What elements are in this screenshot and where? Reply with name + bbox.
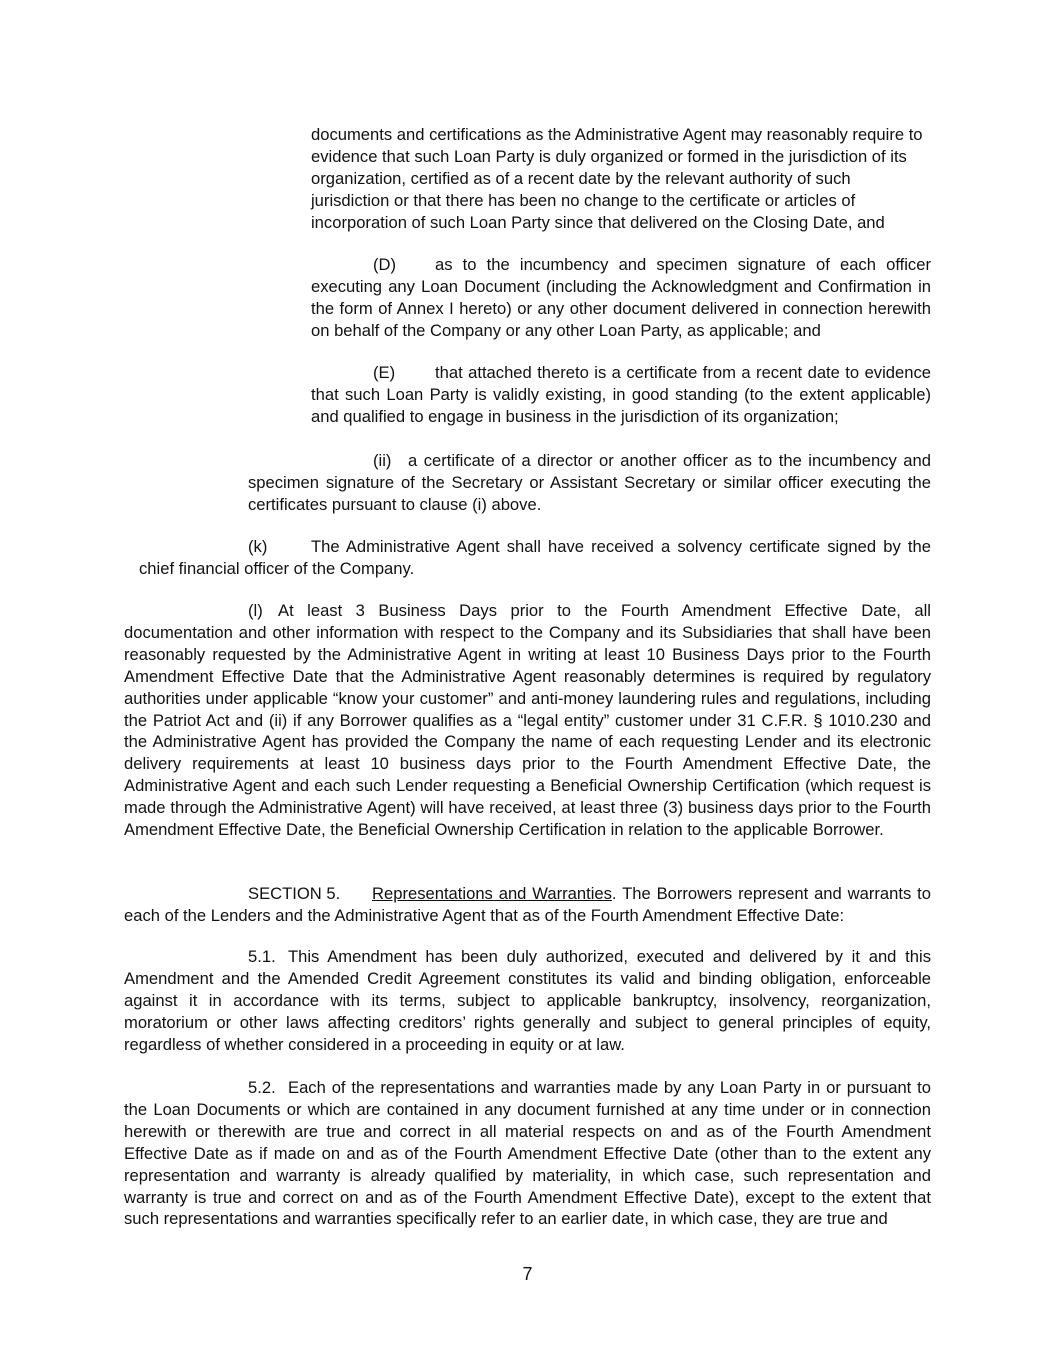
section-5-2-paragraph — [124, 1077, 931, 1230]
clause-k-label: (k) — [248, 537, 268, 556]
clause-k-text: The Administrative Agent shall have received a solvency certificate signed by the chief financial officer of the Company. — [139, 537, 931, 578]
clause-ii-text: a certificate of a director or another officer as to the incumbency and specimen signature of the Secretary or Assistant Secretary or similar officer executing the certificates pursuant to clause (i) above. — [248, 451, 931, 514]
clause-d-text: as to the incumbency and specimen signature of each officer executing any Loan Document (including the Acknowledgment and Confirmation in the form of Annex I hereto) or any other document delivered in connection herewith on behalf of the Company or any other Loan Party, as applicable; and — [311, 255, 931, 340]
clause-ii-label: (ii) — [373, 451, 392, 470]
clause-e-text: that attached thereto is a certificate from a recent date to evidence that such Loan Party is validly existing, in good standing (to the extent applicable) and qualified to engage in business in the jurisdiction of its organization; — [311, 363, 931, 426]
section-5-paragraph — [124, 883, 931, 927]
section-5-text: . The Borrowers represent and warrants to each of the Lenders and the Administrative Agent that as of the Fourth Amendment Effective Date: — [124, 884, 931, 925]
continuation-paragraph: documents and certifications as the Administrative Agent may reasonably require to evidence that such Loan Party is duly organized or formed in the jurisdiction of its organization, certified as of a recent date by the relevant authority of such jurisdiction or that there has been no change to the certificate or articles of incorporation of such Loan Party since that delivered on the Closing Date, and — [311, 125, 923, 232]
section-5-1-label: 5.1. — [248, 947, 276, 966]
clause-d-paragraph — [311, 254, 931, 342]
section-5-1-text: This Amendment has been duly authorized, executed and delivered by it and this Amendment and the Amended Credit Agreement constitutes its valid and binding obligation, enforceable against it in accordance with its terms, subject to applicable bankruptcy, insolvency, reorganization, moratorium or other laws affecting creditors’ rights generally and subject to general principles of equity, regardless of whether considered in a proceeding in equity or at law. — [124, 947, 931, 1054]
clause-e-label: (E) — [373, 363, 396, 382]
clause-d-label: (D) — [373, 255, 397, 274]
clause-k-paragraph — [139, 536, 931, 580]
clause-l-paragraph — [124, 600, 931, 841]
page-number: 7 — [522, 1264, 533, 1284]
section-5-heading: Representations and Warranties — [372, 884, 612, 903]
section-5-label: SECTION 5. — [248, 884, 341, 903]
section-5-2-text: Each of the representations and warranties made by any Loan Party in or pursuant to the Loan Documents or which are contained in any document furnished at any time under or in connection herewith or therewith are true and correct in all material respects on and as of the Fourth Amendment Effective Date as if made on and as of the Fourth Amendment Effective Date (other than to the extent any representation and warranty is already qualified by materiality, in which case, such representation and warranty is true and correct on and as of the Fourth Amendment Effective Date), except to the extent that such representations and warranties specifically refer to an earlier date, in which case, they are true and — [124, 1078, 931, 1229]
clause-ii-paragraph — [248, 450, 931, 516]
section-5-2-label: 5.2. — [248, 1078, 276, 1097]
clause-l-text: At least 3 Business Days prior to the Fourth Amendment Effective Date, all documentation and other information with respect to the Company and its Subsidiaries that shall have been reasonably requested by the Administrative Agent in writing at least 10 Business Days prior to the Fourth Amendment Effective Date that the Administrative Agent reasonably determines is required by regulatory authorities under applicable “know your customer” and anti-money laundering rules and regulations, including the Patriot Act and (ii) if any Borrower qualifies as a “legal entity” customer under 31 C.F.R. § 1010.230 and the Administrative Agent has provided the Company the name of each requesting Lender and its electronic delivery requirements at least 10 business days prior to the Fourth Amendment Effective Date, the Administrative Agent and each such Lender requesting a Beneficial Ownership Certification (which request is made through the Administrative Agent) will have received, at least three (3) business days prior to the Fourth Amendment Effective Date, the Beneficial Ownership Certification in relation to the applicable Borrower. — [124, 601, 931, 840]
section-5-1-paragraph — [124, 946, 931, 1056]
clause-l-label: (l) — [248, 601, 263, 620]
clause-e-paragraph — [311, 362, 931, 428]
